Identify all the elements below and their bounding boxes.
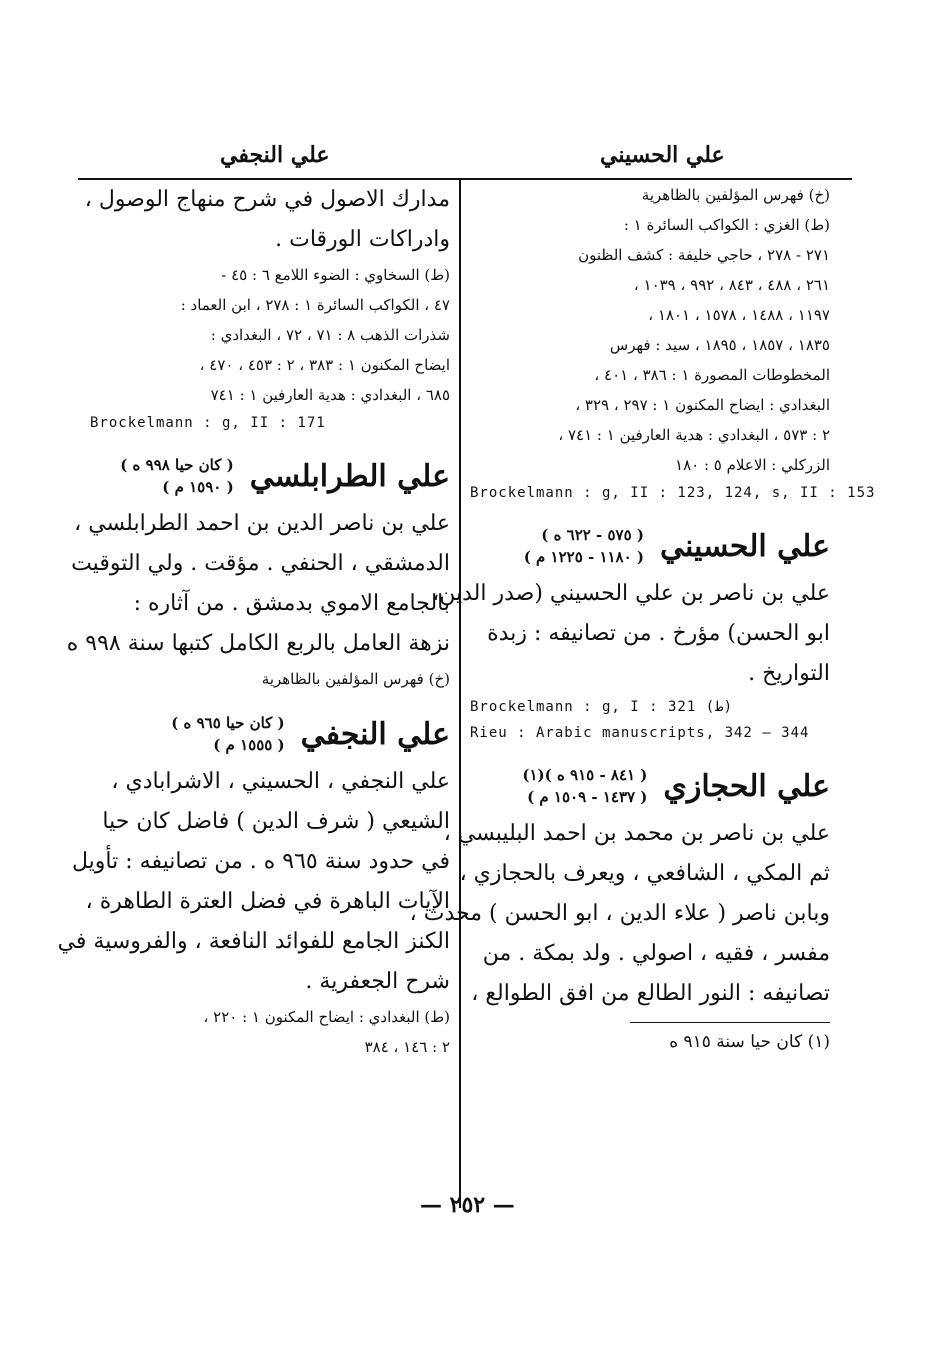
entry-dates xyxy=(120,454,233,498)
text-line: ٤٧ ، الكواكب السائرة ١ : ٢٧٨ ، ابن العماد : xyxy=(180,296,450,314)
text-line: ايضاح المكنون ١ : ٣٨٣ ، ٢ : ٤٥٣ ، ٤٧٠ ، xyxy=(199,356,450,374)
text-line: (ط) البغدادي : ايضاح المكنون ١ : ٢٢٠ ، xyxy=(203,1008,450,1026)
gregorian-dates: ( ١١٨٠ - ١٢٢٥ م ) xyxy=(523,548,644,566)
entry-heading xyxy=(470,524,830,568)
latin-reference: Brockelmann : g, II : 123, 124, s, II : 153 xyxy=(470,485,876,501)
latin-reference: Brockelmann : g, II : 171 xyxy=(90,415,326,431)
text-line: الزركلي : الاعلام ٥ : ١٨٠ xyxy=(675,456,830,474)
text-line: ٢ : ٥٧٣ ، البغدادي : هدية العارفين ١ : ٧٤١ ، xyxy=(558,426,830,444)
entry-name: علي الحجازي xyxy=(663,768,830,804)
hijri-dates: ( كان حيا ٩٩٨ ه ) xyxy=(120,456,234,474)
text-line: (خ) فهرس المؤلفين بالظاهرية xyxy=(641,186,830,204)
text-line: ٦٨٥ ، البغدادي : هدية العارفين ١ : ٧٤١ xyxy=(210,386,450,404)
entry-heading xyxy=(90,712,450,756)
text-line: علي بن ناصر الدين بن احمد الطرابلسي ، xyxy=(74,511,450,536)
entry-heading xyxy=(470,764,830,808)
gregorian-dates: ( ١٤٣٧ - ١٥٠٩ م ) xyxy=(527,788,648,806)
left-column xyxy=(57,180,450,1062)
text-line: ٢٦١ ، ٤٨٨ ، ٨٤٣ ، ٩٩٢ ، ١٠٣٩ ، xyxy=(633,276,830,294)
text-line: ابو الحسن) مؤرخ . من تصانيفه : زبدة xyxy=(487,621,830,646)
entry-dates xyxy=(171,712,284,756)
entry-name: علي النجفي xyxy=(300,716,450,752)
right-column-header: علي الحسيني xyxy=(600,142,725,168)
text-line: وبابن ناصر ( علاء الدين ، ابو الحسن ) محدث ، xyxy=(409,901,830,926)
entry-dates xyxy=(524,524,644,568)
text-line: في حدود سنة ٩٦٥ ه . من تصانيفه : تأويل xyxy=(72,849,450,874)
text-line: وادراكات الورقات . xyxy=(275,227,450,252)
footnote-rule xyxy=(630,1022,830,1023)
text-line: (ط) السخاوي : الضوء اللامع ٦ : ٤٥ - xyxy=(221,266,450,284)
entry-name: علي الطرابلسي xyxy=(249,458,450,494)
text-line: علي بن ناصر بن محمد بن احمد البليبسي ، xyxy=(443,821,830,846)
text-line: الشيعي ( شرف الدين ) فاضل كان حيا xyxy=(102,809,450,834)
left-column-header: علي النجفي xyxy=(220,142,330,168)
text-line: المخطوطات المصورة ١ : ٣٨٦ ، ٤٠١ ، xyxy=(594,366,830,384)
text-line: علي بن ناصر بن علي الحسيني (صدر الدين، xyxy=(432,581,830,606)
text-line: الدمشقي ، الحنفي . مؤقت . ولي التوقيت xyxy=(71,551,450,576)
text-line: علي النجفي ، الحسيني ، الاشرابادي ، xyxy=(111,769,450,794)
entry-heading xyxy=(90,454,450,498)
entry-dates xyxy=(522,764,647,808)
text-line: الآيات الباهرة في فضل العترة الطاهرة ، xyxy=(85,889,450,914)
footnote: (١) كان حيا سنة ٩١٥ ه xyxy=(669,1032,830,1052)
text-line: نزهة العامل بالربع الكامل كتبها سنة ٩٩٨ ه xyxy=(66,631,450,656)
right-column xyxy=(409,180,876,1057)
latin-reference: Rieu : Arabic manuscripts, 342 — 344 xyxy=(470,725,810,741)
text-line: تصانيفه : النور الطالع من افق الطوالع ، xyxy=(471,981,830,1006)
text-line: التواريخ . xyxy=(748,661,830,686)
text-line: بالجامع الاموي بدمشق . من آثاره : xyxy=(133,591,450,616)
hijri-dates: ( ٥٧٥ - ٦٢٢ ه ) xyxy=(541,526,644,544)
page-number: — ٢٥٢ — xyxy=(420,1192,515,1218)
text-line: شرح الجعفرية . xyxy=(305,969,450,994)
text-line: شذرات الذهب ٨ : ٧١ ، ٧٢ ، البغدادي : xyxy=(210,326,450,344)
text-line: ١٨٣٥ ، ١٨٥٧ ، ١٨٩٥ ، سيد : فهرس xyxy=(609,336,830,354)
text-line: البغدادي : ايضاح المكنون ١ : ٢٩٧ ، ٣٢٩ ، xyxy=(575,396,830,414)
text-line: ٢٧١ - ٢٧٨ ، حاجي خليفة : كشف الظنون xyxy=(578,246,830,264)
column-divider xyxy=(459,178,461,1208)
text-line: (ط) الغزي : الكواكب السائرة ١ : xyxy=(623,216,830,234)
text-line: ١١٩٧ ، ١٤٨٨ ، ١٥٧٨ ، ١٨٠١ ، xyxy=(648,306,830,324)
text-line: ثم المكي ، الشافعي ، ويعرف بالحجازي ، xyxy=(459,861,830,886)
text-line: مدارك الاصول في شرح منهاج الوصول ، xyxy=(84,187,450,212)
entry-name: علي الحسيني xyxy=(660,528,830,564)
source-line: (خ) فهرس المؤلفين بالظاهرية xyxy=(261,670,450,688)
gregorian-dates: ( ١٥٥٥ م ) xyxy=(213,736,285,754)
latin-reference: Brockelmann : g, I : 321 (ط) xyxy=(470,699,734,715)
hijri-dates: ( ٨٤١ - ٩١٥ ه )(١) xyxy=(522,766,648,784)
text-line: مفسر ، فقيه ، اصولي . ولد بمكة . من xyxy=(482,941,830,966)
text-line: ٢ : ١٤٦ ، ٣٨٤ xyxy=(364,1038,450,1056)
hijri-dates: ( كان حيا ٩٦٥ ه ) xyxy=(171,714,285,732)
gregorian-dates: ( ١٥٩٠ م ) xyxy=(162,478,234,496)
text-line: الكنز الجامع للفوائد النافعة ، والفروسية في xyxy=(57,929,450,954)
